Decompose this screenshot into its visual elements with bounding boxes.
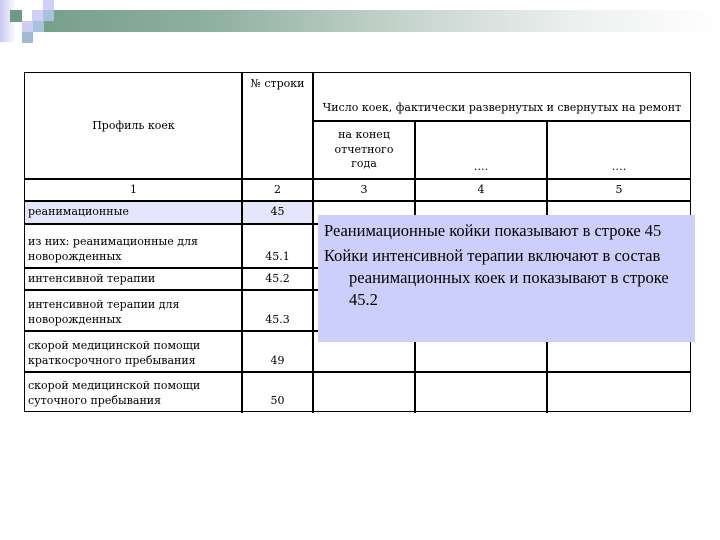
header-col-5: …. <box>611 160 627 174</box>
decorative-square <box>32 10 43 21</box>
grid-line <box>241 73 243 413</box>
row-profile: реанимационные <box>25 201 242 224</box>
row-number: 45 <box>242 201 313 224</box>
decorative-square <box>22 32 33 43</box>
grid-line <box>25 200 691 202</box>
col-number-1: 1 <box>130 182 137 196</box>
row-profile: из них: реанимационные для новорожденных <box>25 224 242 268</box>
title-gradient-bar <box>44 10 720 32</box>
decorative-square <box>10 10 22 22</box>
row-profile: скорой медицинской помощи суточного пребывания <box>28 379 201 408</box>
decorative-square <box>33 21 44 32</box>
row-number: 50 <box>270 394 285 408</box>
header-profile: Профиль коек <box>92 118 175 132</box>
row-number: 45.3 <box>265 313 290 327</box>
grid-line <box>313 120 691 122</box>
row-number: 49 <box>270 354 285 368</box>
row-number: 45.1 <box>242 224 313 268</box>
header-row-number: № строки <box>250 77 305 90</box>
row-number: 45.2 <box>265 271 290 285</box>
grid-line <box>25 371 691 373</box>
header-beds-group: Число коек, фактически развернутых и свернутых на ремонт <box>322 100 682 114</box>
row-profile: интенсивной терапии для новорожденных <box>28 298 180 327</box>
decorative-square <box>43 10 54 21</box>
decorative-square <box>22 21 33 32</box>
row-profile: скорой медицинской помощи краткосрочного пребывания <box>28 339 201 368</box>
col-number-5: 5 <box>615 182 623 196</box>
grid-line <box>312 73 314 413</box>
header-end-of-year: на конец отчетного года <box>334 127 394 171</box>
callout-note <box>318 215 695 342</box>
callout-paragraph: Реанимационные койки показывают в строке 45 <box>324 221 662 240</box>
col-number-4: 4 <box>477 182 485 196</box>
col-number-2: 2 <box>274 182 281 196</box>
decorative-square <box>43 0 54 10</box>
callout-paragraph: Койки интенсивной терапии включают в состав реанимационных коек и показывают в строке 45.2 <box>324 246 669 309</box>
row-profile: интенсивной терапии <box>28 271 156 285</box>
header-col-4: …. <box>473 160 489 174</box>
col-number-3: 3 <box>360 182 368 196</box>
grid-line <box>25 178 691 180</box>
